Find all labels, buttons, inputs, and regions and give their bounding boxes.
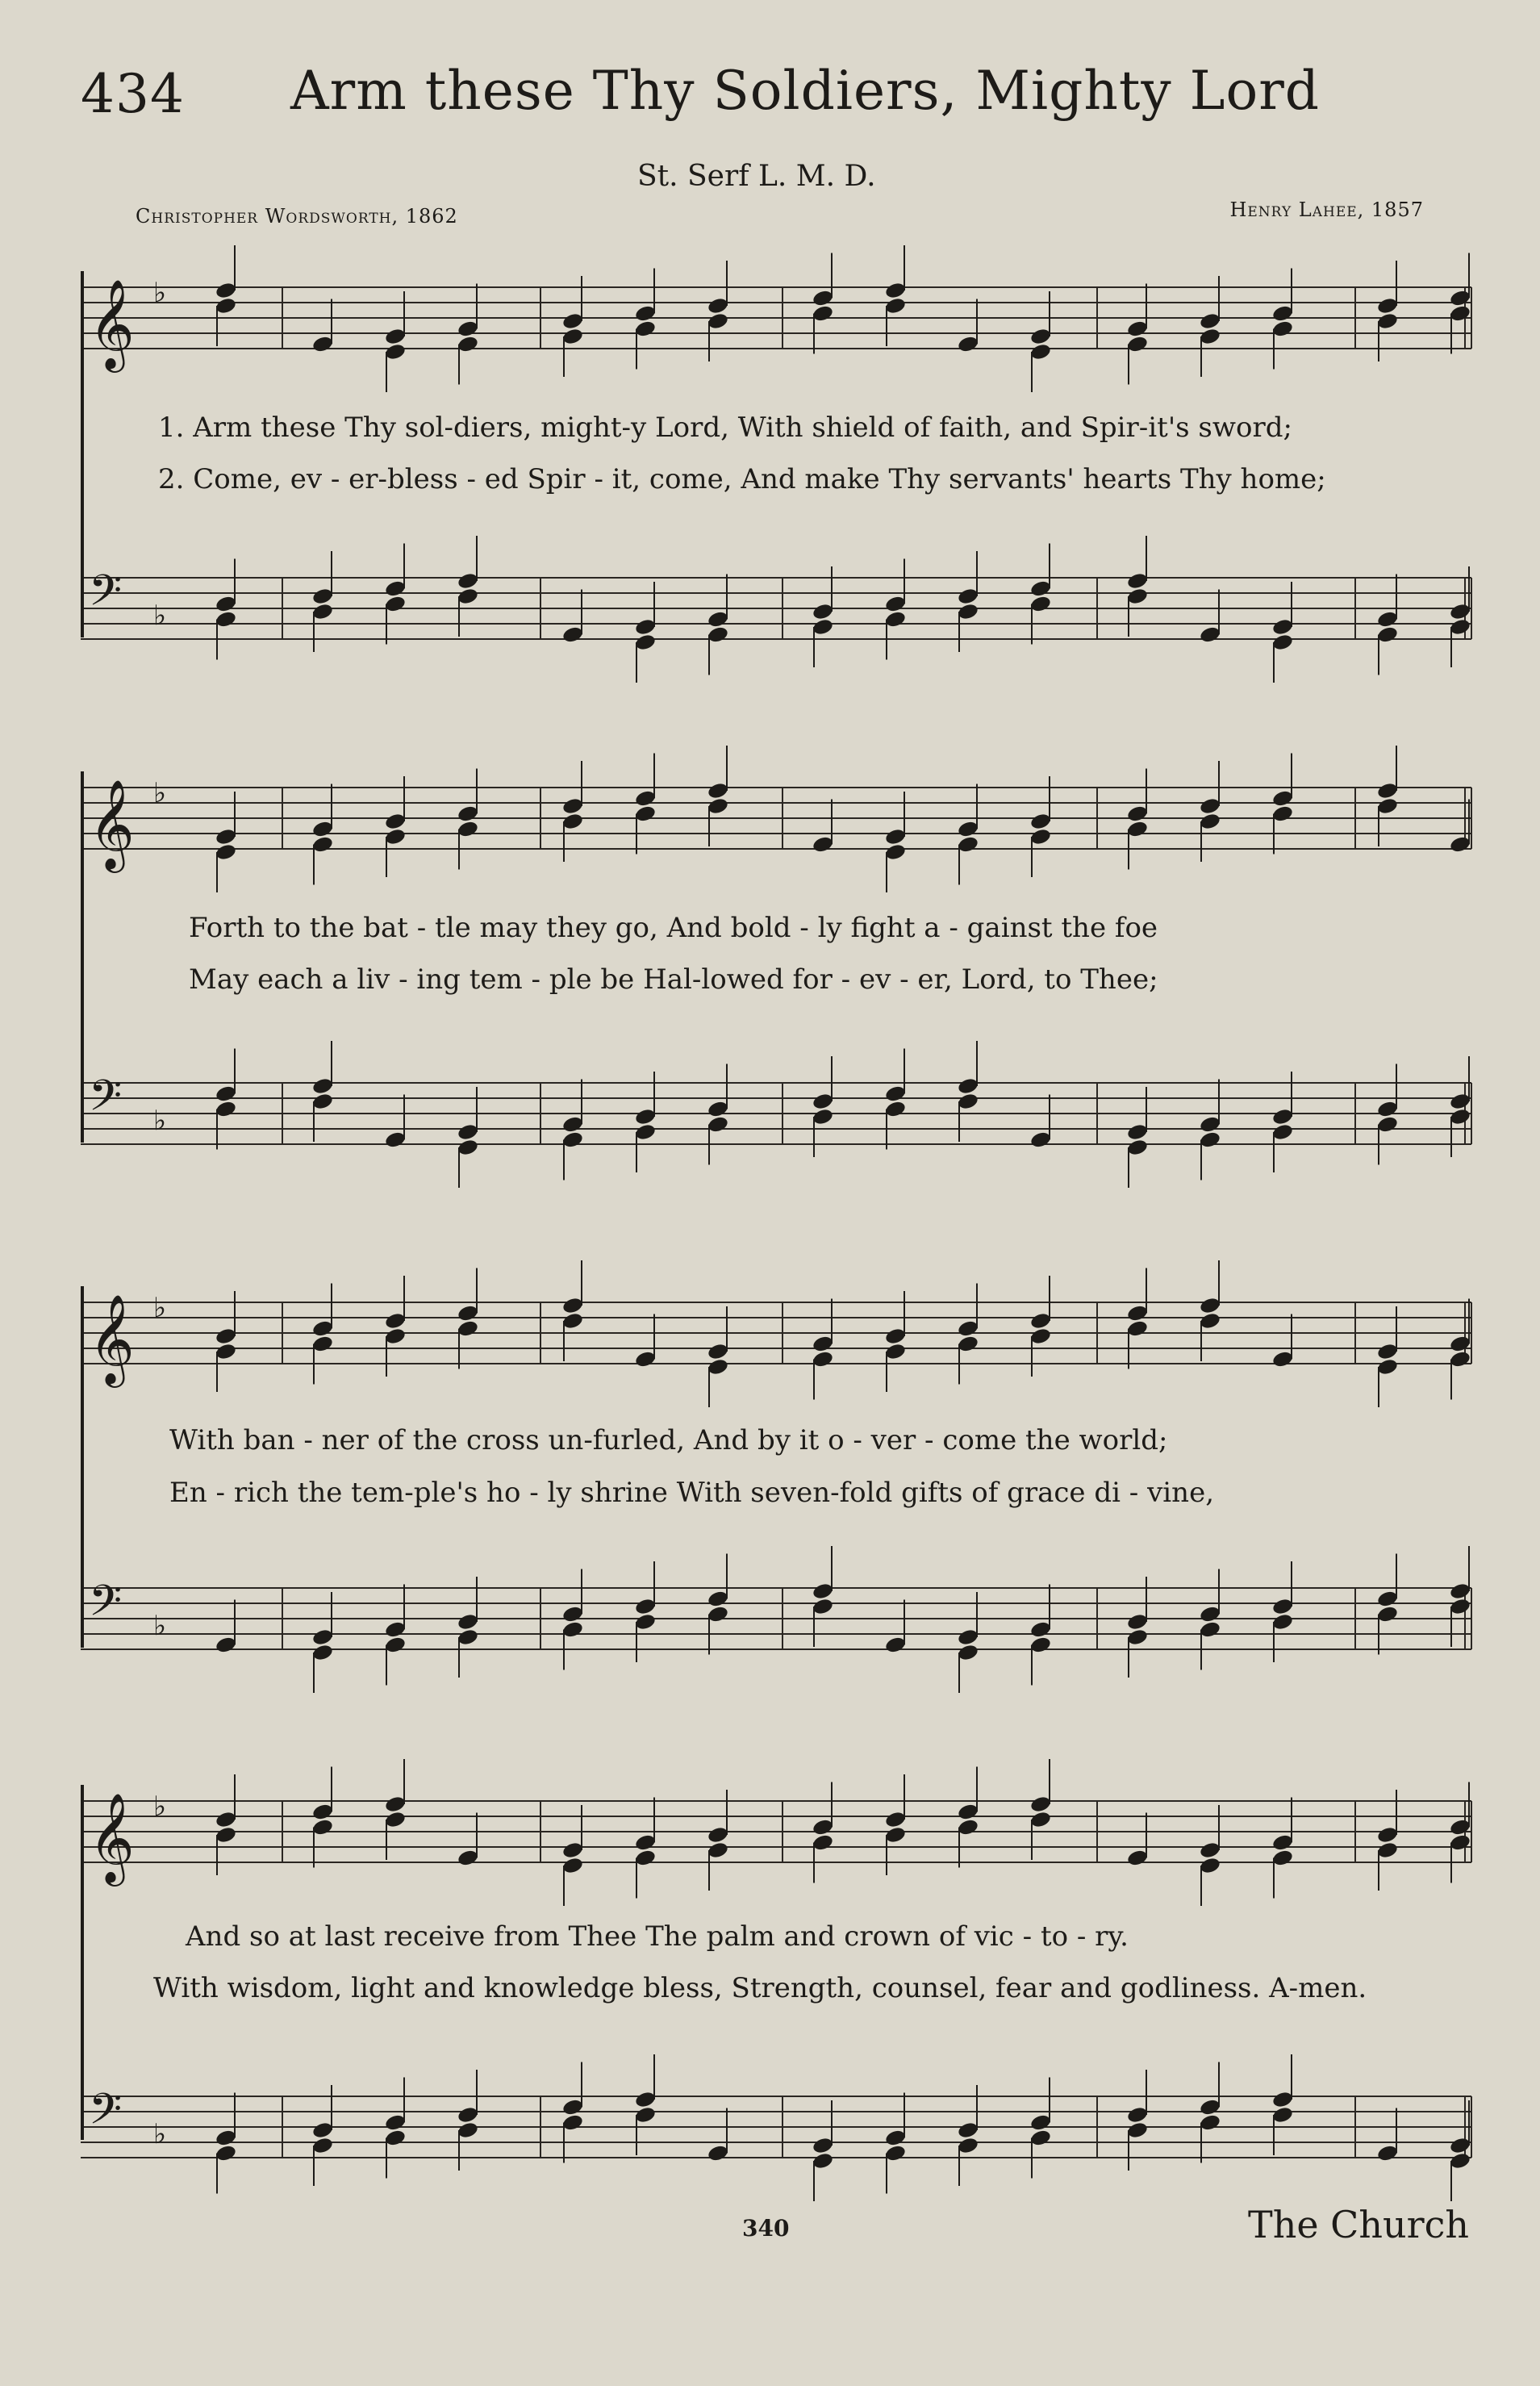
note-head bbox=[812, 304, 834, 323]
note-head bbox=[1199, 1605, 1221, 1623]
note-head bbox=[634, 1107, 657, 1126]
note-head bbox=[884, 1084, 907, 1103]
treble-clef-icon: 𝄞 bbox=[89, 779, 135, 869]
flat-icon: ♭ bbox=[153, 277, 167, 309]
note-head bbox=[1199, 812, 1221, 830]
system-3-brace bbox=[81, 1286, 84, 1648]
note-head bbox=[1126, 2121, 1149, 2139]
system-4-verse-1: And so at last receive from Thee The palm and crown of vic - to - ry. bbox=[186, 1920, 1129, 1953]
note-head bbox=[957, 1319, 979, 1338]
note-head bbox=[1126, 820, 1149, 838]
note-head bbox=[457, 587, 479, 605]
note-head bbox=[1199, 796, 1221, 815]
note-head bbox=[1029, 327, 1052, 345]
note-head bbox=[1376, 296, 1399, 315]
note-head bbox=[1271, 1612, 1294, 1631]
note-head bbox=[707, 2144, 729, 2162]
note-head bbox=[634, 2090, 657, 2108]
note-head bbox=[1199, 625, 1221, 644]
note-head bbox=[1199, 2113, 1221, 2132]
note-head bbox=[457, 1849, 479, 1867]
note-head bbox=[311, 2121, 334, 2139]
bass-clef-icon: 𝄢 bbox=[89, 1072, 123, 1131]
note-head bbox=[1126, 2105, 1149, 2124]
note-head bbox=[707, 1115, 729, 1134]
system-1-bass-staff bbox=[0, 562, 1540, 658]
note-head bbox=[707, 296, 729, 315]
note-head bbox=[384, 1620, 407, 1639]
hymn-title: Arm these Thy Soldiers, Mighty Lord bbox=[290, 60, 1321, 122]
note-head bbox=[215, 1100, 237, 1118]
note-head bbox=[1271, 2105, 1294, 2124]
note-head bbox=[215, 1636, 237, 1654]
note-head bbox=[311, 602, 334, 621]
note-head bbox=[957, 335, 979, 353]
note-head bbox=[561, 1311, 584, 1330]
system-3-treble-staff bbox=[0, 1286, 1540, 1383]
note-head bbox=[634, 304, 657, 323]
note-head bbox=[957, 1092, 979, 1110]
note-head bbox=[1376, 781, 1399, 800]
note-head bbox=[634, 1122, 657, 1141]
note-head bbox=[957, 1643, 979, 1661]
note-head bbox=[384, 327, 407, 345]
note-head bbox=[884, 2129, 907, 2147]
note-head bbox=[634, 789, 657, 808]
note-head bbox=[957, 1076, 979, 1095]
note-head bbox=[561, 1605, 584, 1623]
note-head bbox=[311, 1803, 334, 1821]
note-head bbox=[457, 320, 479, 338]
note-head bbox=[1271, 1350, 1294, 1369]
system-2-verse-2: May each a liv - ing tem - ple be Hal-lowed for - ev - er, Lord, to Thee; bbox=[189, 963, 1158, 996]
note-head bbox=[311, 1092, 334, 1110]
note-head bbox=[1449, 2151, 1471, 2170]
note-head bbox=[1199, 1620, 1221, 1639]
note-head bbox=[707, 1825, 729, 1844]
note-head bbox=[1376, 1825, 1399, 1844]
composer-credit: Henry Lahee, 1857 bbox=[1229, 198, 1424, 221]
note-head bbox=[1199, 327, 1221, 345]
note-head bbox=[1449, 289, 1471, 307]
note-head bbox=[707, 1357, 729, 1376]
note-head bbox=[215, 2129, 237, 2147]
note-head bbox=[561, 1130, 584, 1149]
page-number: 340 bbox=[742, 2215, 790, 2242]
note-head bbox=[215, 296, 237, 315]
note-head bbox=[561, 327, 584, 345]
note-head bbox=[457, 1304, 479, 1323]
note-head bbox=[561, 2098, 584, 2116]
note-head bbox=[1271, 304, 1294, 323]
system-4-bass-staff bbox=[0, 2080, 1540, 2177]
note-head bbox=[384, 2113, 407, 2132]
note-head bbox=[1376, 1342, 1399, 1360]
note-head bbox=[1376, 796, 1399, 815]
note-head bbox=[311, 2136, 334, 2154]
note-head bbox=[812, 2136, 834, 2154]
note-head bbox=[1271, 633, 1294, 651]
section-name: The Church bbox=[1248, 2203, 1469, 2246]
note-head bbox=[812, 835, 834, 854]
note-head bbox=[215, 1825, 237, 1844]
note-head bbox=[707, 610, 729, 629]
note-head bbox=[1449, 1335, 1471, 1353]
note-head bbox=[215, 595, 237, 613]
note-head bbox=[707, 311, 729, 330]
note-head bbox=[215, 610, 237, 629]
note-head bbox=[1126, 571, 1149, 590]
note-head bbox=[1449, 602, 1471, 621]
note-head bbox=[707, 1590, 729, 1608]
note-head bbox=[1126, 1138, 1149, 1156]
note-head bbox=[957, 835, 979, 854]
note-head bbox=[384, 1810, 407, 1828]
note-head bbox=[561, 1856, 584, 1874]
note-head bbox=[812, 289, 834, 307]
note-head bbox=[1449, 1350, 1471, 1369]
note-head bbox=[1271, 1833, 1294, 1852]
note-head bbox=[215, 842, 237, 861]
tune-name: St. Serf L. M. D. bbox=[637, 160, 876, 193]
note-head bbox=[634, 1849, 657, 1867]
note-head bbox=[1271, 1122, 1294, 1141]
note-head bbox=[561, 812, 584, 830]
note-head bbox=[311, 587, 334, 605]
note-head bbox=[215, 2144, 237, 2162]
note-head bbox=[707, 1605, 729, 1623]
note-head bbox=[1271, 617, 1294, 636]
author-credit: Christopher Wordsworth, 1862 bbox=[136, 205, 458, 228]
note-head bbox=[1029, 812, 1052, 830]
note-head bbox=[1126, 1319, 1149, 1338]
note-head bbox=[1271, 1849, 1294, 1867]
note-head bbox=[884, 1636, 907, 1654]
note-head bbox=[311, 835, 334, 854]
note-head bbox=[457, 335, 479, 353]
note-head bbox=[1029, 1810, 1052, 1828]
note-head bbox=[1271, 320, 1294, 338]
note-head bbox=[1199, 1841, 1221, 1859]
note-head bbox=[1199, 2098, 1221, 2116]
note-head bbox=[384, 812, 407, 830]
note-head bbox=[884, 827, 907, 846]
note-head bbox=[457, 1628, 479, 1646]
note-head bbox=[561, 1115, 584, 1134]
note-head bbox=[812, 1335, 834, 1353]
note-head bbox=[634, 2105, 657, 2124]
note-head bbox=[1029, 342, 1052, 361]
note-head bbox=[311, 1319, 334, 1338]
note-head bbox=[1029, 1620, 1052, 1639]
note-head bbox=[561, 1620, 584, 1639]
note-head bbox=[1376, 610, 1399, 629]
note-head bbox=[634, 1597, 657, 1615]
note-head bbox=[707, 1100, 729, 1118]
note-head bbox=[812, 1582, 834, 1600]
note-head bbox=[215, 1084, 237, 1103]
note-head bbox=[1029, 579, 1052, 598]
note-head bbox=[1199, 311, 1221, 330]
note-head bbox=[1029, 1311, 1052, 1330]
note-head bbox=[707, 1342, 729, 1360]
note-head bbox=[884, 281, 907, 299]
flat-icon: ♭ bbox=[153, 1610, 167, 1642]
treble-clef-icon: 𝄞 bbox=[89, 1293, 135, 1384]
note-head bbox=[1029, 2129, 1052, 2147]
note-head bbox=[812, 1818, 834, 1837]
note-head bbox=[457, 820, 479, 838]
note-head bbox=[1449, 835, 1471, 854]
system-1-treble-staff bbox=[0, 271, 1540, 368]
note-head bbox=[884, 2144, 907, 2162]
note-head bbox=[634, 804, 657, 823]
note-head bbox=[1029, 1130, 1052, 1149]
note-head bbox=[1199, 1311, 1221, 1330]
note-head bbox=[1029, 595, 1052, 613]
note-head bbox=[812, 1597, 834, 1615]
note-head bbox=[634, 1833, 657, 1852]
note-head bbox=[957, 1803, 979, 1821]
note-head bbox=[1029, 827, 1052, 846]
note-head bbox=[1449, 1092, 1471, 1110]
note-head bbox=[884, 610, 907, 629]
note-head bbox=[1449, 1582, 1471, 1600]
note-head bbox=[384, 827, 407, 846]
note-head bbox=[1449, 1833, 1471, 1852]
bass-clef-icon: 𝄢 bbox=[89, 1577, 123, 1636]
note-head bbox=[812, 617, 834, 636]
note-head bbox=[1126, 335, 1149, 353]
note-head bbox=[1029, 1795, 1052, 1813]
note-head bbox=[311, 1335, 334, 1353]
note-head bbox=[384, 1130, 407, 1149]
note-head bbox=[1449, 1107, 1471, 1126]
note-head bbox=[812, 1107, 834, 1126]
note-head bbox=[957, 2136, 979, 2154]
note-head bbox=[215, 1342, 237, 1360]
note-head bbox=[1271, 789, 1294, 808]
note-head bbox=[1029, 1327, 1052, 1345]
note-head bbox=[884, 1100, 907, 1118]
note-head bbox=[1271, 2090, 1294, 2108]
note-head bbox=[1376, 1841, 1399, 1859]
note-head bbox=[457, 1319, 479, 1338]
note-head bbox=[957, 602, 979, 621]
note-head bbox=[634, 617, 657, 636]
note-head bbox=[1449, 617, 1471, 636]
note-head bbox=[884, 1825, 907, 1844]
system-4-treble-staff bbox=[0, 1785, 1540, 1882]
system-3-verse-2: En - rich the tem-ple's ho - ly shrine With seven-fold gifts of grace di - vine, bbox=[169, 1477, 1215, 1509]
system-2-brace bbox=[81, 771, 84, 1143]
system-4-brace bbox=[81, 1785, 84, 2140]
note-head bbox=[457, 2121, 479, 2139]
note-head bbox=[311, 1643, 334, 1661]
note-head bbox=[1126, 587, 1149, 605]
bass-clef-icon: 𝄢 bbox=[89, 566, 123, 626]
note-head bbox=[1126, 320, 1149, 338]
flat-icon: ♭ bbox=[153, 1105, 167, 1137]
system-1-verse-2: 2. Come, ev - er-bless - ed Spir - it, come, And make Thy servants' hearts Thy home; bbox=[158, 463, 1326, 495]
system-2-verse-1: Forth to the bat - tle may they go, And bold - ly fight a - gainst the foe bbox=[189, 912, 1158, 944]
note-head bbox=[1271, 1107, 1294, 1126]
note-head bbox=[1029, 1636, 1052, 1654]
system-4-verse-2: With wisdom, light and knowledge bless, Strength, counsel, fear and godliness. A-men. bbox=[153, 1972, 1367, 2004]
note-head bbox=[384, 1311, 407, 1330]
note-head bbox=[311, 1628, 334, 1646]
note-head bbox=[634, 320, 657, 338]
system-2-bass-staff bbox=[0, 1067, 1540, 1164]
note-head bbox=[812, 1833, 834, 1852]
note-head bbox=[634, 1350, 657, 1369]
note-head bbox=[707, 625, 729, 644]
note-head bbox=[215, 827, 237, 846]
note-head bbox=[1449, 1597, 1471, 1615]
flat-icon: ♭ bbox=[153, 1791, 167, 1823]
note-head bbox=[561, 1841, 584, 1859]
note-head bbox=[384, 1636, 407, 1654]
note-head bbox=[707, 1841, 729, 1859]
note-head bbox=[957, 1628, 979, 1646]
note-head bbox=[1126, 804, 1149, 823]
system-1-verse-1: 1. Arm these Thy sol-diers, might-y Lord, With shield of faith, and Spir-it's sword; bbox=[158, 412, 1292, 444]
note-head bbox=[1376, 625, 1399, 644]
note-head bbox=[561, 311, 584, 330]
note-head bbox=[1199, 1130, 1221, 1149]
note-head bbox=[384, 1795, 407, 1813]
note-head bbox=[634, 633, 657, 651]
note-head bbox=[457, 1612, 479, 1631]
system-2-treble-staff bbox=[0, 771, 1540, 868]
flat-icon: ♭ bbox=[153, 777, 167, 809]
note-head bbox=[1126, 1122, 1149, 1141]
note-head bbox=[1376, 1590, 1399, 1608]
note-head bbox=[1271, 1597, 1294, 1615]
note-head bbox=[884, 1327, 907, 1345]
note-head bbox=[384, 579, 407, 598]
note-head bbox=[884, 842, 907, 861]
note-head bbox=[1449, 304, 1471, 323]
note-head bbox=[884, 296, 907, 315]
flat-icon: ♭ bbox=[153, 1292, 167, 1324]
note-head bbox=[1126, 1849, 1149, 1867]
note-head bbox=[457, 804, 479, 823]
note-head bbox=[884, 1810, 907, 1828]
treble-clef-icon: 𝄞 bbox=[89, 1792, 135, 1882]
note-head bbox=[957, 2121, 979, 2139]
note-head bbox=[457, 1122, 479, 1141]
note-head bbox=[561, 796, 584, 815]
note-head bbox=[634, 1612, 657, 1631]
note-head bbox=[812, 1092, 834, 1110]
note-head bbox=[457, 571, 479, 590]
treble-clef-icon: 𝄞 bbox=[89, 278, 135, 369]
note-head bbox=[1126, 1304, 1149, 1323]
flat-icon: ♭ bbox=[153, 600, 167, 632]
note-head bbox=[1126, 1612, 1149, 1631]
note-head bbox=[215, 281, 237, 299]
note-head bbox=[311, 335, 334, 353]
system-3-bass-staff bbox=[0, 1572, 1540, 1669]
note-head bbox=[1376, 311, 1399, 330]
note-head bbox=[1376, 1605, 1399, 1623]
note-head bbox=[561, 2113, 584, 2132]
note-head bbox=[1029, 2113, 1052, 2132]
note-head bbox=[1376, 1115, 1399, 1134]
hymn-number: 434 bbox=[81, 63, 185, 125]
note-head bbox=[1376, 1100, 1399, 1118]
note-head bbox=[311, 1818, 334, 1837]
note-head bbox=[457, 2105, 479, 2124]
note-head bbox=[384, 342, 407, 361]
note-head bbox=[311, 1076, 334, 1095]
note-head bbox=[215, 1327, 237, 1345]
note-head bbox=[457, 1138, 479, 1156]
note-head bbox=[884, 1342, 907, 1360]
note-head bbox=[812, 602, 834, 621]
system-1-brace bbox=[81, 271, 84, 637]
note-head bbox=[215, 1810, 237, 1828]
note-head bbox=[561, 1296, 584, 1314]
note-head bbox=[384, 2129, 407, 2147]
note-head bbox=[561, 625, 584, 644]
note-head bbox=[884, 595, 907, 613]
note-head bbox=[812, 2151, 834, 2170]
note-head bbox=[1199, 1115, 1221, 1134]
note-head bbox=[1376, 2144, 1399, 2162]
note-head bbox=[1449, 2136, 1471, 2154]
note-head bbox=[812, 1350, 834, 1369]
bass-clef-icon: 𝄢 bbox=[89, 2085, 123, 2145]
note-head bbox=[1449, 1818, 1471, 1837]
note-head bbox=[384, 595, 407, 613]
note-head bbox=[957, 1335, 979, 1353]
note-head bbox=[384, 1327, 407, 1345]
note-head bbox=[311, 820, 334, 838]
note-head bbox=[1199, 1296, 1221, 1314]
note-head bbox=[707, 781, 729, 800]
note-head bbox=[957, 587, 979, 605]
note-head bbox=[957, 1818, 979, 1837]
system-3-verse-1: With ban - ner of the cross un-furled, And by it o - ver - come the world; bbox=[169, 1424, 1168, 1456]
note-head bbox=[1271, 804, 1294, 823]
note-head bbox=[1376, 1357, 1399, 1376]
flat-icon: ♭ bbox=[153, 2118, 167, 2150]
note-head bbox=[1126, 1628, 1149, 1646]
note-head bbox=[957, 820, 979, 838]
note-head bbox=[1199, 1856, 1221, 1874]
note-head bbox=[707, 796, 729, 815]
